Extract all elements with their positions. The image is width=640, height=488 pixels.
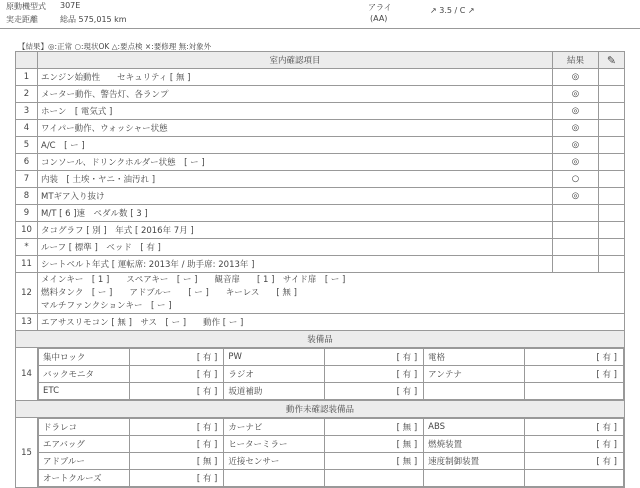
- unconfirmed-title: 動作未確認装備品: [16, 401, 625, 418]
- equip-value: [ 有 ]: [129, 470, 224, 487]
- row-result: ◎: [553, 188, 599, 205]
- row-result: ◎: [553, 154, 599, 171]
- equip-label: 近接センサー: [224, 453, 325, 470]
- row-number: 13: [16, 314, 38, 331]
- equip-label: ABS: [424, 419, 525, 436]
- table-row: [16, 103, 625, 120]
- row-result: ◎: [553, 69, 599, 86]
- row-blank: [599, 171, 625, 188]
- row-number: 9: [16, 205, 38, 222]
- equip-value: [325, 470, 424, 487]
- row-text: シートベルト年式 [ 運転席: 2013年 / 助手席: 2013年 ]: [38, 256, 553, 273]
- equip-value: [ 有 ]: [525, 366, 624, 383]
- row-blank: [599, 222, 625, 239]
- equipment-grid: [38, 348, 624, 400]
- row-text: M/T [ 6 ]速 ペダル数 [ 3 ]: [38, 205, 553, 222]
- row-result: [553, 256, 599, 273]
- equipment-row: [16, 348, 625, 401]
- equip-label: エアバッグ: [39, 436, 130, 453]
- row-number: 1: [16, 69, 38, 86]
- row-blank: [599, 120, 625, 137]
- keys-cell: [38, 273, 625, 314]
- row-number: 2: [16, 86, 38, 103]
- row-text: ワイパー動作、ウォッシャー状態: [38, 120, 553, 137]
- keys-line2: 燃料タンク [ ー ] アドブルー [ ー ] キーレス [ 無 ]: [41, 287, 297, 298]
- table-row: [16, 69, 625, 86]
- row-result: ◎: [553, 120, 599, 137]
- equip-value: [ 有 ]: [525, 453, 624, 470]
- table-row: [16, 205, 625, 222]
- table-row: [16, 188, 625, 205]
- row-text: ルーフ [ 標準 ] ベッド [ 有 ]: [38, 239, 553, 256]
- list-item: [39, 453, 624, 470]
- row-result: [553, 239, 599, 256]
- unconfirmed-row: [16, 418, 625, 488]
- equip-value: [ 無 ]: [129, 453, 224, 470]
- equip-label: PW: [224, 349, 325, 366]
- motor-label: 原動機型式: [6, 2, 46, 11]
- row-number: 3: [16, 103, 38, 120]
- equip-value: [ 有 ]: [525, 419, 624, 436]
- row-number: 6: [16, 154, 38, 171]
- table-row: [16, 120, 625, 137]
- row-text: メーター動作、警告灯、各ランプ: [38, 86, 553, 103]
- alignment-value: ↗ 3.5 / C ↗: [430, 6, 475, 15]
- equip-value: [ 有 ]: [525, 349, 624, 366]
- unconfirmed-grid: [38, 418, 624, 487]
- list-item: [39, 419, 624, 436]
- equip-label: ラジオ: [224, 366, 325, 383]
- table-row: [16, 239, 625, 256]
- equip-value: [ 無 ]: [325, 453, 424, 470]
- equip-label: ヒーターミラー: [224, 436, 325, 453]
- table-row: [16, 256, 625, 273]
- equip-label: 電格: [424, 349, 525, 366]
- table-row: [16, 171, 625, 188]
- equip-value: [ 無 ]: [325, 419, 424, 436]
- table-row: [16, 273, 625, 314]
- equip-value: [ 有 ]: [129, 383, 224, 400]
- equip-label: ETC: [39, 383, 130, 400]
- table-row: [16, 154, 625, 171]
- vehicle-header: [0, 0, 640, 29]
- equip-label: アドブルー: [39, 453, 130, 470]
- motor-value: 307E: [60, 1, 81, 10]
- interior-title: 室内確認項目: [38, 52, 553, 69]
- equip-label: オートクルーズ: [39, 470, 130, 487]
- inspection-table: [15, 51, 625, 488]
- equip-label: [424, 470, 525, 487]
- keys-line1: メインキー [ 1 ] スペアキー [ ー ] 観音扉 [ 1 ] サイド扉 [ ー ]: [41, 274, 346, 285]
- row-result: ◎: [553, 137, 599, 154]
- row-result: ◎: [553, 103, 599, 120]
- interior-header-row: [16, 52, 625, 69]
- list-item: [39, 436, 624, 453]
- row-result: ○: [553, 171, 599, 188]
- mileage-value: 総品 575,015 km: [60, 15, 127, 24]
- equip-value: [ 有 ]: [525, 436, 624, 453]
- result-header: 結果: [553, 52, 599, 69]
- row-text: 内装 [ 土埃・ヤニ・油汚れ ]: [38, 171, 553, 188]
- row-blank: [599, 137, 625, 154]
- equip-label: 集中ロック: [39, 349, 130, 366]
- equip-label: ドラレコ: [39, 419, 130, 436]
- row-number: 14: [16, 348, 38, 401]
- row-text: A/C [ ー ]: [38, 137, 553, 154]
- edit-icon[interactable]: ✎: [599, 52, 625, 69]
- row-number: 8: [16, 188, 38, 205]
- equip-value: [ 有 ]: [129, 419, 224, 436]
- row-result: [553, 205, 599, 222]
- table-row: [16, 86, 625, 103]
- equip-value: [525, 470, 624, 487]
- equip-label: [224, 470, 325, 487]
- table-row: [16, 314, 625, 331]
- equip-label: カーナビ: [224, 419, 325, 436]
- equip-label: 坂道補助: [224, 383, 325, 400]
- row-blank: [599, 103, 625, 120]
- equip-value: [525, 383, 624, 400]
- row-number: 10: [16, 222, 38, 239]
- row-blank: [599, 69, 625, 86]
- equip-label: アンテナ: [424, 366, 525, 383]
- row-blank: [599, 256, 625, 273]
- equipment-header-row: [16, 331, 625, 348]
- row-text: タコグラフ [ 別 ] 年式 [ 2016年 7月 ]: [38, 222, 553, 239]
- equip-label: 速度制御装置: [424, 453, 525, 470]
- equip-label: 燃焼装置: [424, 436, 525, 453]
- list-item: [39, 349, 624, 366]
- row-number: *: [16, 239, 38, 256]
- row-number: 7: [16, 171, 38, 188]
- equip-value: [ 有 ]: [129, 349, 224, 366]
- row-number: 11: [16, 256, 38, 273]
- keys-line3: マルチファンクションキー [ ー ]: [41, 300, 172, 311]
- equipment-cell: [38, 348, 625, 401]
- equipment-title: 装備品: [16, 331, 625, 348]
- result-legend: 【結果】◎:正常 ○:現状OK △:要点検 ×:要修理 無:対象外: [18, 42, 212, 51]
- list-item: [39, 366, 624, 383]
- unconfirmed-cell: [38, 418, 625, 488]
- list-item: [39, 470, 624, 487]
- equip-label: [424, 383, 525, 400]
- equip-label: バックモニタ: [39, 366, 130, 383]
- row-blank: [599, 86, 625, 103]
- row-number: 4: [16, 120, 38, 137]
- row-result: [553, 222, 599, 239]
- equip-value: [ 有 ]: [325, 349, 424, 366]
- row-blank: [599, 154, 625, 171]
- row-text: MTギア入り抜け: [38, 188, 553, 205]
- row-blank: [599, 205, 625, 222]
- row-result: ◎: [553, 86, 599, 103]
- row-text: エンジン始動性 セキュリティ [ 無 ]: [38, 69, 553, 86]
- row-text: ホーン [ 電気式 ]: [38, 103, 553, 120]
- table-row: [16, 137, 625, 154]
- table-row: [16, 222, 625, 239]
- blank-cell: [16, 52, 38, 69]
- equip-value: [ 無 ]: [325, 436, 424, 453]
- row-text: コンソール、ドリンクホルダー状態 [ ー ]: [38, 154, 553, 171]
- alignment-label: アライ: [368, 3, 392, 12]
- equip-value: [ 有 ]: [129, 436, 224, 453]
- list-item: [39, 383, 624, 400]
- row-number: 12: [16, 273, 38, 314]
- row-text: エアサスリモコン [ 無 ] サス [ ー ] 動作 [ ー ]: [38, 314, 625, 331]
- row-blank: [599, 188, 625, 205]
- aa-label: (AA): [370, 14, 388, 23]
- equip-value: [ 有 ]: [325, 383, 424, 400]
- unconfirmed-header-row: [16, 401, 625, 418]
- row-number: 15: [16, 418, 38, 488]
- row-number: 5: [16, 137, 38, 154]
- row-blank: [599, 239, 625, 256]
- mileage-label: 実走距離: [6, 15, 38, 24]
- equip-value: [ 有 ]: [325, 366, 424, 383]
- equip-value: [ 有 ]: [129, 366, 224, 383]
